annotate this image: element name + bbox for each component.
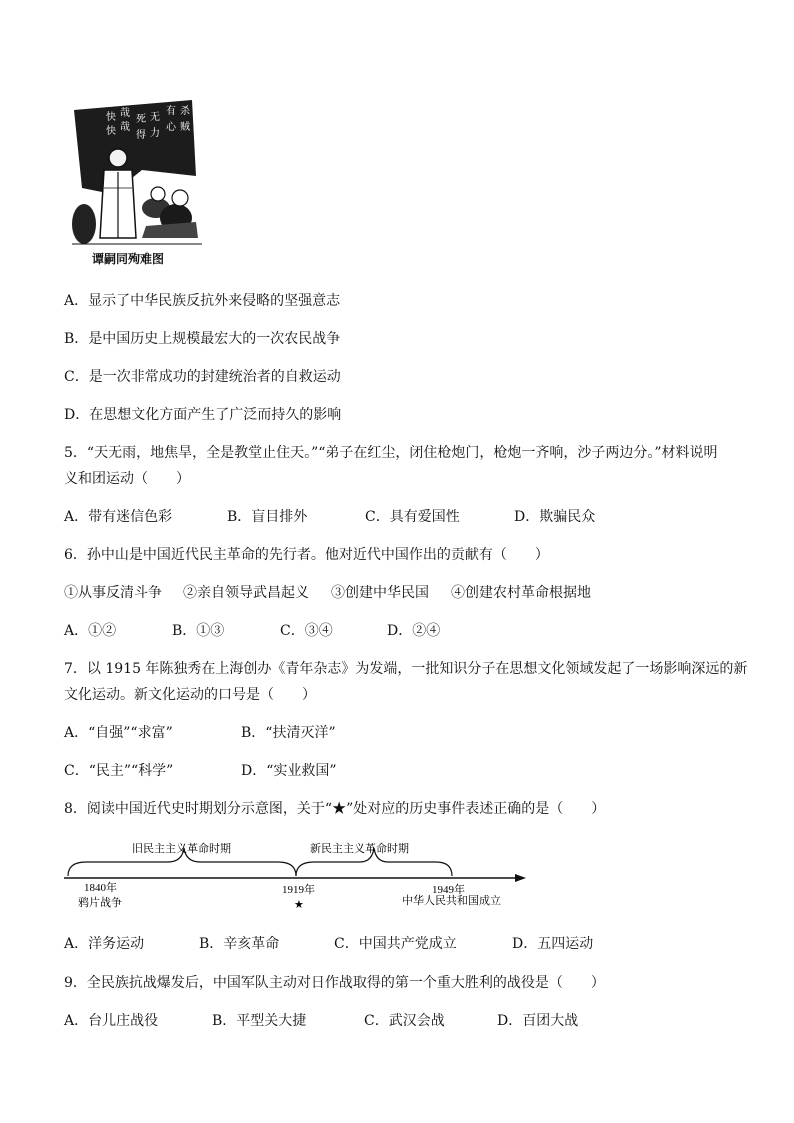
period-timeline	[60, 836, 530, 916]
tan-sitong-illustration	[72, 98, 202, 248]
svg-text:得: 得	[136, 130, 146, 141]
timeline-arrow-icon	[515, 874, 526, 882]
period1-label: 旧民主主义革命时期	[132, 843, 231, 855]
q8-option-c: C．中国共产党成立	[334, 936, 457, 952]
year-1840: 1840年	[84, 882, 117, 894]
svg-text:力: 力	[150, 128, 160, 139]
q8-option-a: A．洋务运动	[64, 936, 145, 952]
q5-option-a: A．带有迷信色彩	[64, 509, 173, 525]
q8-stem: 8．阅读中国近代史时期划分示意图，关于“★”处对应的历史事件表述正确的是（ ）	[64, 801, 606, 817]
event-prc-founded: 中华人民共和国成立	[402, 895, 501, 907]
svg-text:心: 心	[166, 122, 176, 133]
figure-caption: 谭嗣同殉难图	[92, 252, 165, 266]
q7-stem-line1: 7．以 1915 年陈独秀在上海创办《青年杂志》为发端，一批知识分子在思想文化领域发起了一场影响深远的新	[64, 661, 748, 677]
q9-option-d: D．百团大战	[497, 1013, 579, 1029]
q7-option-a: A．“自强”“求富”	[64, 725, 173, 741]
svg-text:快: 快	[106, 112, 116, 123]
q9-option-c: C．武汉会战	[364, 1013, 445, 1029]
q7-option-d: D．“实业救国”	[241, 763, 337, 779]
year-1919: 1919年	[282, 884, 315, 896]
q7-option-c: C．“民主”“科学”	[64, 763, 174, 779]
q9-option-a: A．台儿庄战役	[64, 1013, 159, 1029]
period2-label: 新民主主义革命时期	[310, 843, 409, 855]
svg-text:死: 死	[136, 114, 146, 125]
svg-text:贼: 贼	[180, 122, 190, 133]
svg-text:杀: 杀	[180, 106, 190, 117]
q6-item-3: ③创建中华民国	[331, 585, 429, 601]
q8-option-b: B．辛亥革命	[199, 936, 280, 952]
star-marker: ★	[294, 899, 304, 911]
svg-text:无: 无	[150, 112, 160, 123]
q8-option-d: D．五四运动	[512, 936, 594, 952]
q9-stem: 9．全民族抗战爆发后，中国军队主动对日作战取得的第一个重大胜利的战役是（ ）	[64, 975, 605, 991]
q6-item-1: ①从事反清斗争	[64, 585, 162, 601]
q6-option-a: A．①②	[64, 623, 117, 639]
q5-option-d: D．欺骗民众	[514, 509, 596, 525]
timeline-drawing	[60, 836, 530, 916]
illustration-drawing	[72, 98, 202, 248]
q6-stem: 6．孙中山是中国近代民主革命的先行者。他对近代中国作出的贡献有（ ）	[64, 547, 549, 563]
q6-item-4: ④创建农村革命根据地	[451, 585, 591, 601]
year-1949: 1949年	[432, 884, 465, 896]
q5-option-c: C．具有爱国性	[365, 509, 460, 525]
event-opium-war: 鸦片战争	[78, 897, 122, 909]
q4-option-a: A．显示了中华民族反抗外来侵略的坚强意志	[64, 293, 341, 309]
svg-text:有: 有	[166, 106, 176, 117]
q6-option-d: D．②④	[387, 623, 441, 639]
q4-option-d: D．在思想文化方面产生了广泛而持久的影响	[64, 407, 342, 423]
q9-option-b: B．平型关大捷	[212, 1013, 307, 1029]
q5-stem-line2: 义和团运动（ ）	[64, 471, 190, 487]
svg-text:快: 快	[106, 126, 116, 137]
q7-option-b: B．“扶清灭洋”	[241, 725, 336, 741]
q5-option-b: B．盲目排外	[227, 509, 308, 525]
q7-stem-line2: 文化运动。新文化运动的口号是（ ）	[64, 687, 316, 703]
q6-option-b: B．①③	[172, 623, 225, 639]
svg-text:哉: 哉	[120, 108, 130, 119]
q6-item-2: ②亲自领导武昌起义	[183, 585, 309, 601]
svg-text:哉: 哉	[120, 122, 130, 133]
q5-stem-line1: 5．“天无雨，地焦旱，全是教堂止住天。”“弟子在红尘，闭住枪炮门，枪炮一齐响，沙子两边分。”材料说明	[64, 445, 718, 461]
q6-option-c: C．③④	[280, 623, 333, 639]
q4-option-c: C．是一次非常成功的封建统治者的自救运动	[64, 369, 341, 385]
q4-option-b: B．是中国历史上规模最宏大的一次农民战争	[64, 331, 341, 347]
